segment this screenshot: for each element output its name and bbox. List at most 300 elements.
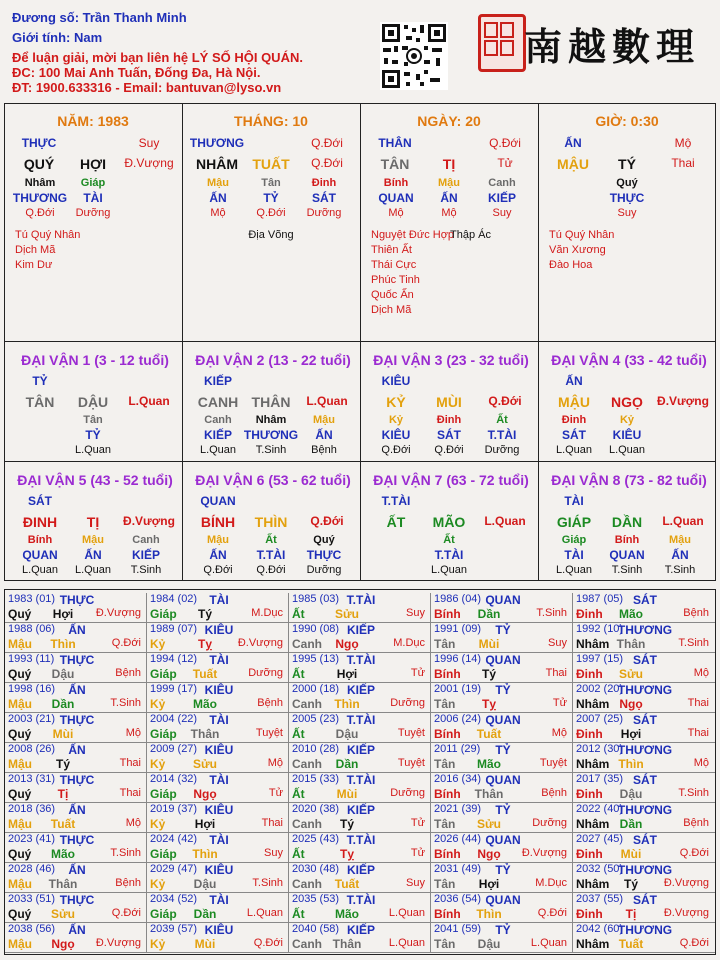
hidden-phase: Suy [492, 207, 512, 219]
year-label: 2035 (53) [292, 893, 340, 905]
year-branch: Dậu [335, 727, 359, 741]
year-cell[interactable] [5, 683, 147, 713]
year-branch: Dần [51, 697, 75, 711]
year-cell[interactable] [289, 773, 431, 803]
year-cell[interactable] [147, 803, 289, 833]
hidden-stem: Giáp [561, 534, 587, 546]
year-cell[interactable] [431, 683, 573, 713]
year-branch: Thìn [334, 697, 360, 711]
year-cell[interactable] [289, 743, 431, 773]
hidden-phase: L.Quan [199, 444, 237, 456]
year-god: SÁT [633, 593, 657, 607]
year-phase: Thai [545, 667, 567, 679]
hidden-god: TÀI [564, 548, 584, 562]
year-cell[interactable] [573, 923, 715, 953]
year-stem: Bính [434, 787, 461, 801]
hidden-phase: Dưỡng [306, 564, 342, 576]
year-stem: Kỷ [150, 877, 166, 891]
year-label: 2012 (30) [576, 743, 624, 755]
year-stem: Ất [292, 667, 305, 681]
hidden-stem: Nhâm [255, 414, 287, 426]
year-stem: Kỷ [150, 697, 166, 711]
year-stem: Đinh [576, 667, 603, 681]
year-god: THỰC [59, 893, 95, 907]
year-cell[interactable] [289, 803, 431, 833]
year-cell[interactable] [431, 863, 573, 893]
year-label: 2008 (26) [8, 743, 56, 755]
year-stem: Canh [292, 757, 322, 771]
year-phase: M.Dục [535, 877, 567, 889]
year-cell[interactable] [289, 923, 431, 953]
year-stem: Canh [292, 937, 322, 951]
year-stem: Nhâm [576, 697, 610, 711]
star-label: Nguyệt Đức Hợp [371, 229, 455, 241]
year-branch: Thìn [50, 637, 76, 651]
year-phase: Đ.Vượng [663, 907, 709, 919]
luck-god: KIÊU [381, 374, 411, 388]
year-label: 2004 (22) [150, 713, 198, 725]
hidden-phase: Q.Đới [256, 564, 286, 576]
year-god: TÀI [209, 653, 229, 667]
year-stem: Mậu [8, 937, 32, 951]
year-cell[interactable] [573, 743, 715, 773]
year-stem: Giáp [150, 607, 177, 621]
year-cell[interactable] [289, 713, 431, 743]
year-phase: Tuyệt [397, 727, 425, 739]
year-label: 2018 (36) [8, 803, 56, 815]
pillar-branch-phase: Tử [497, 156, 513, 170]
year-phase: T.Sinh [678, 787, 709, 799]
hidden-phase: Q.Đới [256, 207, 286, 219]
hidden-god: KIÊU [381, 428, 411, 442]
year-cell[interactable] [147, 863, 289, 893]
hidden-stem: Bính [614, 534, 640, 546]
year-label: 2027 (45) [576, 833, 624, 845]
year-stem: Quý [8, 787, 32, 801]
year-cell[interactable] [573, 893, 715, 923]
year-cell[interactable] [289, 893, 431, 923]
year-god: TÀI [209, 593, 229, 607]
year-god: KIÊU [204, 683, 234, 697]
year-label: 2028 (46) [8, 863, 56, 875]
year-stem: Bính [434, 607, 461, 621]
year-cell[interactable] [289, 653, 431, 683]
year-phase: Bệnh [683, 817, 709, 829]
year-cell[interactable] [289, 593, 431, 623]
year-phase: T.Sinh [252, 877, 283, 889]
year-branch: Dần [193, 907, 217, 921]
year-branch: Thân [48, 877, 78, 891]
year-branch: Tỵ [481, 697, 497, 711]
pillar-top-phase: Mộ [674, 136, 692, 150]
luck-phase: L.Quan [128, 394, 170, 408]
hidden-god: KIẾP [131, 548, 161, 562]
year-cell[interactable] [573, 623, 715, 653]
year-stem: Ất [292, 847, 305, 861]
year-stem: Bính [434, 727, 461, 741]
year-stem: Quý [8, 907, 32, 921]
year-label: 2024 (42) [150, 833, 198, 845]
year-stem: Nhâm [576, 937, 610, 951]
hidden-phase: T.Sinh [130, 564, 162, 576]
year-cell[interactable] [5, 923, 147, 953]
hidden-god: THƯƠNG [12, 191, 68, 205]
year-branch: Thân [474, 787, 504, 801]
year-label: 1989 (07) [150, 623, 198, 635]
year-stem: Tân [434, 697, 456, 711]
year-god: KIẾP [346, 743, 376, 757]
brand-logo: 南越數理 [524, 24, 701, 69]
hidden-stem: Đinh [311, 177, 337, 189]
year-cell[interactable] [5, 893, 147, 923]
hidden-god: QUAN [609, 548, 645, 562]
year-phase: Thai [119, 757, 141, 769]
year-god: THƯƠNG [617, 743, 673, 757]
year-stem: Canh [292, 877, 322, 891]
year-cell[interactable] [431, 713, 573, 743]
year-stem: Giáp [150, 727, 177, 741]
luck-phase: Đ.Vượng [657, 394, 709, 408]
year-cell[interactable] [573, 803, 715, 833]
hidden-stem: Ất [496, 414, 508, 426]
luck-phase: Q.Đới [310, 514, 344, 528]
year-label: 2005 (23) [292, 713, 340, 725]
hidden-stem: Quý [313, 534, 335, 546]
year-cell[interactable] [147, 623, 289, 653]
luck-branch: THÂN [251, 394, 291, 410]
year-god: KIẾP [346, 863, 376, 877]
year-cell[interactable] [147, 653, 289, 683]
year-branch: Tý [623, 877, 639, 891]
year-god: ẤN [68, 863, 86, 877]
year-branch: Tuất [50, 817, 76, 831]
year-phase: Mộ [125, 817, 141, 829]
year-phase: Q.Đới [253, 937, 283, 949]
year-cell[interactable] [289, 833, 431, 863]
luck-branch: NGỌ [611, 394, 643, 410]
year-cell[interactable] [5, 653, 147, 683]
luck-branch: MÙI [436, 394, 462, 410]
contact-note: Để luận giải, mời bạn liên hệ LÝ SỐ HỘI QUÁN. [12, 50, 303, 65]
hidden-god: THỰC [609, 191, 645, 205]
hidden-god: KIẾP [203, 428, 233, 442]
year-stem: Quý [8, 847, 32, 861]
luck-stem: GIÁP [556, 514, 592, 530]
year-label: 1995 (13) [292, 653, 340, 665]
year-god: THỰC [59, 773, 95, 787]
year-cell[interactable] [5, 803, 147, 833]
year-cell[interactable] [5, 773, 147, 803]
year-phase: Dưỡng [390, 697, 425, 709]
hidden-stem: Kỷ [619, 414, 635, 426]
year-phase: Đ.Vượng [663, 877, 709, 889]
year-cell[interactable] [147, 743, 289, 773]
hidden-god: QUAN [22, 548, 58, 562]
year-phase: Dưỡng [532, 817, 567, 829]
year-label: 2030 (48) [292, 863, 340, 875]
year-label: 1994 (12) [150, 653, 198, 665]
year-label: 2002 (20) [576, 683, 624, 695]
year-branch: Tị [625, 907, 637, 921]
year-stem: Kỷ [150, 757, 166, 771]
hidden-phase: L.Quan [74, 564, 112, 576]
pillar-title: GIỜ: 0:30 [595, 113, 659, 129]
pillar-title: THÁNG: 10 [234, 113, 308, 129]
pillar-title: NĂM: 1983 [57, 113, 129, 129]
hidden-god: SÁT [562, 428, 586, 442]
year-god: KIÊU [204, 863, 234, 877]
year-cell[interactable] [431, 593, 573, 623]
year-cell[interactable] [573, 653, 715, 683]
year-god: KIẾP [346, 623, 376, 637]
year-cell[interactable] [573, 833, 715, 863]
year-label: 1986 (04) [434, 593, 482, 605]
phone-email[interactable]: ĐT: 1900.633316 - Email: bantuvan@lyso.vn [12, 80, 282, 95]
year-branch: Sửu [334, 607, 360, 621]
year-stem: Ất [292, 907, 305, 921]
luck-stem: ĐINH [22, 514, 58, 530]
year-stem: Canh [292, 817, 322, 831]
pillar-branch: HỢI [80, 156, 106, 172]
hidden-stem: Giáp [80, 177, 106, 189]
year-label: 2032 (50) [576, 863, 624, 875]
luck-phase: L.Quan [306, 394, 348, 408]
year-branch: Dần [477, 607, 501, 621]
luck-title: ĐẠI VẬN 4 (33 - 42 tuổi) [551, 352, 707, 368]
year-cell[interactable] [147, 683, 289, 713]
year-branch: Tuất [334, 877, 360, 891]
hidden-stem: Kỷ [388, 414, 404, 426]
year-cell[interactable] [573, 713, 715, 743]
year-god: THƯƠNG [617, 863, 673, 877]
year-label: 1993 (11) [8, 653, 55, 665]
year-phase: Mộ [125, 727, 141, 739]
year-cell[interactable] [573, 773, 715, 803]
year-branch: Mão [51, 847, 75, 861]
year-cell[interactable] [289, 623, 431, 653]
year-stem: Đinh [576, 787, 603, 801]
year-cell[interactable] [573, 593, 715, 623]
year-stem: Ất [292, 727, 305, 741]
year-cell[interactable] [5, 593, 147, 623]
year-phase: L.Quan [388, 907, 425, 919]
year-branch: Mùi [478, 637, 500, 651]
luck-title: ĐẠI VẬN 7 (63 - 72 tuổi) [373, 472, 529, 488]
hidden-god: THỰC [306, 548, 342, 562]
year-god: TÀI [209, 833, 229, 847]
luck-god: ẤN [565, 374, 583, 388]
hidden-god: ẤN [209, 191, 227, 205]
hidden-phase: Suy [617, 207, 637, 219]
year-god: SÁT [633, 893, 657, 907]
hidden-phase: Dưỡng [484, 444, 520, 456]
hidden-god: SÁT [437, 428, 461, 442]
hidden-god: ẤN [315, 428, 333, 442]
year-cell[interactable] [431, 893, 573, 923]
year-branch: Tị [57, 787, 69, 801]
year-branch: Tý [55, 757, 71, 771]
hidden-phase: Q.Đới [381, 444, 411, 456]
year-table [4, 589, 716, 955]
year-god: KIÊU [204, 623, 234, 637]
year-stem: Kỷ [150, 637, 166, 651]
year-god: THƯƠNG [617, 803, 673, 817]
pillar-branch-phase: Q.Đới [311, 156, 343, 170]
year-god: TỶ [495, 743, 511, 757]
hidden-god: KIÊU [612, 428, 642, 442]
pillar-branch-phase: Thai [671, 156, 695, 170]
year-stem: Đinh [576, 607, 603, 621]
year-god: T.TÀI [346, 593, 376, 607]
year-god: T.TÀI [346, 833, 376, 847]
year-label: 2019 (37) [150, 803, 198, 815]
year-phase: Tử [410, 667, 425, 679]
year-cell[interactable] [431, 923, 573, 953]
hidden-stem: Quý [616, 177, 638, 189]
year-label: 2009 (27) [150, 743, 198, 755]
year-phase: Bệnh [683, 607, 709, 619]
year-branch: Tuất [618, 937, 644, 951]
year-cell[interactable] [147, 773, 289, 803]
year-label: 2039 (57) [150, 923, 198, 935]
year-phase: Tử [410, 847, 425, 859]
gender: Giới tính: Nam [12, 30, 103, 45]
year-stem: Nhâm [576, 877, 610, 891]
year-label: 1998 (16) [8, 683, 56, 695]
year-label: 2011 (29) [434, 743, 481, 755]
year-phase: Mộ [267, 757, 283, 769]
luck-god: T.TÀI [381, 494, 411, 508]
year-cell[interactable] [573, 863, 715, 893]
star-label: Quốc Ấn [371, 289, 414, 301]
year-stem: Kỷ [150, 937, 166, 951]
luck-stem: BÍNH [200, 514, 236, 530]
hidden-god: T.TÀI [256, 548, 286, 562]
year-branch: Thìn [476, 907, 502, 921]
year-branch: Thìn [192, 847, 218, 861]
year-phase: T.Sinh [110, 847, 141, 859]
year-cell[interactable] [5, 713, 147, 743]
year-branch: Mùi [620, 847, 642, 861]
pillar-top-phase: Q.Đới [311, 136, 343, 150]
year-phase: Đ.Vượng [237, 637, 283, 649]
star-label: Đào Hoa [549, 259, 593, 271]
year-cell[interactable] [5, 863, 147, 893]
year-cell[interactable] [431, 653, 573, 683]
year-phase: Suy [548, 637, 567, 649]
year-god: ẤN [68, 623, 86, 637]
hidden-stem: Mậu [313, 414, 335, 426]
year-phase: T.Sinh [536, 607, 567, 619]
year-god: TỶ [495, 803, 511, 817]
luck-stem: KỶ [386, 394, 406, 410]
year-cell[interactable] [289, 683, 431, 713]
year-cell[interactable] [5, 833, 147, 863]
year-cell[interactable] [573, 683, 715, 713]
luck-phase: Đ.Vượng [123, 514, 175, 528]
hidden-god: ẤN [440, 191, 458, 205]
year-stem: Giáp [150, 787, 177, 801]
pillar-god: THÂN [378, 136, 412, 150]
year-phase: L.Quan [246, 907, 283, 919]
year-cell[interactable] [147, 593, 289, 623]
year-label: 2034 (52) [150, 893, 198, 905]
year-god: TÀI [209, 713, 229, 727]
year-god: QUAN [485, 893, 521, 907]
hidden-phase: Dưỡng [75, 207, 111, 219]
year-cell[interactable] [5, 623, 147, 653]
year-stem: Ất [292, 787, 305, 801]
year-god: ẤN [68, 683, 86, 697]
year-phase: Tuyệt [255, 727, 283, 739]
year-branch: Tuất [476, 727, 502, 741]
year-label: 1992 (10) [576, 623, 624, 635]
year-cell[interactable] [147, 833, 289, 863]
year-cell[interactable] [147, 893, 289, 923]
year-stem: Tân [434, 817, 456, 831]
year-god: SÁT [633, 833, 657, 847]
hidden-phase: L.Quan [555, 564, 593, 576]
year-label: 2031 (49) [434, 863, 482, 875]
year-branch: Tý [339, 817, 355, 831]
hidden-phase: L.Quan [74, 444, 112, 456]
year-stem: Canh [292, 637, 322, 651]
year-cell[interactable] [431, 743, 573, 773]
year-cell[interactable] [147, 713, 289, 743]
year-cell[interactable] [289, 863, 431, 893]
year-branch: Ngọ [51, 937, 75, 951]
year-god: TỶ [495, 863, 511, 877]
luck-stem: TÂN [25, 394, 55, 410]
year-label: 2017 (35) [576, 773, 624, 785]
pillar-branch: TUẤT [252, 156, 290, 172]
year-label: 1990 (08) [292, 623, 340, 635]
hidden-phase: L.Quan [608, 444, 646, 456]
year-phase: Đ.Vượng [521, 847, 567, 859]
year-cell[interactable] [431, 623, 573, 653]
year-god: TỶ [495, 623, 511, 637]
luck-branch: THÌN [254, 514, 288, 530]
star-label: Tú Quý Nhân [549, 229, 615, 241]
year-cell[interactable] [431, 833, 573, 863]
year-stem: Nhâm [576, 757, 610, 771]
hidden-stem: Mậu [207, 534, 229, 546]
year-stem: Giáp [150, 847, 177, 861]
year-label: 1999 (17) [150, 683, 198, 695]
year-cell[interactable] [147, 923, 289, 953]
owner-name: Đương số: Trần Thanh Minh [12, 10, 187, 25]
year-phase: Bệnh [541, 787, 567, 799]
year-branch: Tuất [192, 667, 218, 681]
year-cell[interactable] [431, 803, 573, 833]
year-phase: Dưỡng [390, 787, 425, 799]
hidden-phase: L.Quan [430, 564, 468, 576]
hidden-phase: T.Sinh [611, 564, 643, 576]
hidden-god: ẤN [671, 548, 689, 562]
qr-code-icon[interactable] [380, 22, 448, 90]
year-god: QUAN [485, 833, 521, 847]
address: ĐC: 100 Mai Anh Tuấn, Đống Đa, Hà Nội. [12, 65, 261, 80]
year-label: 2014 (32) [150, 773, 198, 785]
year-cell[interactable] [431, 773, 573, 803]
year-branch: Tỵ [339, 847, 355, 861]
year-god: THƯƠNG [617, 683, 673, 697]
year-phase: M.Dục [393, 637, 425, 649]
hidden-stem: Tân [83, 414, 103, 426]
hidden-stem: Canh [488, 177, 516, 189]
year-cell[interactable] [5, 743, 147, 773]
extra-label: Địa Võng [248, 229, 294, 241]
